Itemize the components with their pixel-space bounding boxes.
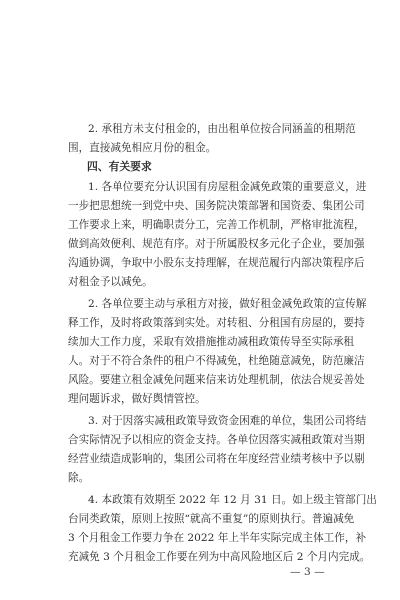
text-line: 2. 承租方未支付租金的，由出租单位按合同涵盖的租期范	[88, 123, 356, 135]
text-line: 充减免 3 个月租金工作要在列为中高风险地区后 2 个月内完成。	[68, 551, 371, 563]
text-line: 对租金予以减免。	[68, 276, 153, 288]
text-line: 合实际情况予以相应的资金支持。各单位因落实减租政策对当期	[68, 434, 365, 446]
text-line: 3. 对于因落实减租政策导致资金困难的单位，集团公司将结	[88, 415, 367, 427]
text-line: 围，直接减免相应月份的租金。	[68, 142, 217, 154]
text-line: 2. 各单位要主动与承租方对接，做好租金减免政策的宣传解	[88, 298, 367, 310]
text-line: 续加大工作力度，采取有效措施推动减租政策传导至实际承租	[68, 336, 355, 348]
section-heading: 四、有关要求	[87, 160, 152, 173]
text-line: 除。	[68, 472, 90, 484]
text-line: 沟通协调，争取中小股东支持理解，在规范履行内部决策程序后	[68, 257, 365, 269]
text-line: 3 个月租金工作要力争在 2022 年上半年实际完成主体工作，补	[68, 532, 367, 544]
text-line: 人。对于不符合条件的租户不得减免，杜绝随意减免，防范廉洁	[68, 355, 365, 367]
text-line: 1. 各单位要充分认识国有房屋租金减免政策的重要意义，进	[88, 181, 367, 193]
text-line: 经营业绩造成影响的，集团公司将在年度经营业绩考核中予以剔	[68, 453, 365, 465]
text-line: 理问题诉求，做好舆情管控。	[68, 393, 206, 405]
text-line: 做到高效便利、规范有序。对于所属股权多元化子企业，要加强	[68, 238, 365, 250]
text-line: 风险。要建立租金减免问题来信来访处理机制，依法合规妥善处	[68, 374, 365, 386]
text-line: 释工作，及时将政策落到实处。对转租、分租国有房屋的，要持	[68, 317, 365, 329]
text-line: 4. 本政策有效期至 2022 年 12 月 31 日。如上级主管部门出	[88, 494, 377, 506]
page-number: — 3 —	[290, 566, 325, 578]
text-line: 一步把思想统一到党中央、国务院决策部署和国资委、集团公司	[68, 200, 365, 212]
text-line: 台同类政策，原则上按照“就高不重复”的原则执行。普遍减免	[68, 513, 355, 525]
text-line: 工作要求上来，明确职责分工，完善工作机制，严格审批流程，	[68, 219, 365, 231]
